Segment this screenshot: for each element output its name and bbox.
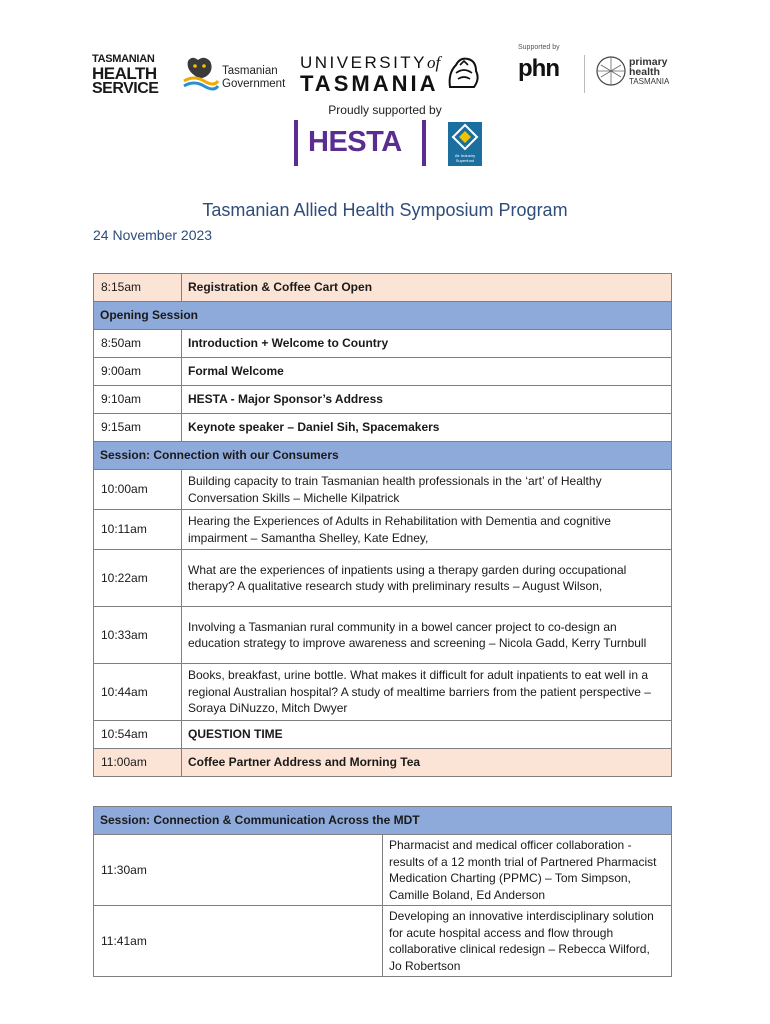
tasmanian-health-service-logo: TASMANIAN HEALTH SERVICE xyxy=(92,53,159,97)
university-of-tasmania-logo: UNIVERSITYof TASMANIA xyxy=(300,53,440,95)
session-time: 11:00am xyxy=(94,749,182,777)
event-date: 24 November 2023 xyxy=(93,227,213,243)
program-row xyxy=(94,835,672,906)
session-title: Session: Connection with our Consumers xyxy=(94,442,672,470)
session-description: Formal Welcome xyxy=(182,358,672,386)
hesta-bar-left xyxy=(294,120,298,166)
session-description: Coffee Partner Address and Morning Tea xyxy=(182,749,672,777)
session-description: QUESTION TIME xyxy=(182,721,672,749)
session-time: 9:15am xyxy=(94,414,182,442)
session-description: Introduction + Welcome to Country xyxy=(182,330,672,358)
air-industry-diamond-icon xyxy=(448,122,482,152)
program-row xyxy=(94,906,672,977)
session-time: 9:00am xyxy=(94,358,182,386)
session-description: Hearing the Experiences of Adults in Rehabilitation with Dementia and cognitive impairment – Samantha Shelley, Kate Edney, xyxy=(182,510,672,550)
session-time: 11:41am xyxy=(94,906,383,977)
session-time: 8:50am xyxy=(94,330,182,358)
program-row xyxy=(94,386,672,414)
session-time: 9:10am xyxy=(94,386,182,414)
program-table-morning xyxy=(93,273,672,777)
program-row xyxy=(94,664,672,721)
program-row xyxy=(94,510,672,550)
session-description: Involving a Tasmanian rural community in a bowel cancer project to co-design an education strategy to improve awareness and screening – Nicola Gadd, Kerry Turnbull xyxy=(182,607,672,664)
hesta-bar-right xyxy=(422,120,426,166)
highlight-row xyxy=(94,749,672,777)
session-time: 11:30am xyxy=(94,835,383,906)
phn-logo: phn xyxy=(518,55,559,82)
session-description: HESTA - Major Sponsor’s Address xyxy=(182,386,672,414)
primary-health-tasmania-icon xyxy=(595,55,627,87)
proudly-supported-by-label: Proudly supported by xyxy=(328,103,442,117)
program-row xyxy=(94,550,672,607)
page-title: Tasmanian Allied Health Symposium Program xyxy=(202,200,568,220)
primary-health-tasmania-logo: primary health TASMANIA xyxy=(595,55,627,92)
session-description: Keynote speaker – Daniel Sih, Spacemakers xyxy=(182,414,672,442)
session-header-row xyxy=(94,302,672,330)
session-description: Building capacity to train Tasmanian health professionals in the ‘art’ of Healthy Conversation Skills – Michelle Kilpatrick xyxy=(182,470,672,510)
air-industry-superfund-logo: Air Industry Superfund xyxy=(448,122,482,166)
session-time: 10:33am xyxy=(94,607,182,664)
session-description: Developing an innovative interdisciplinary solution for acute hospital access and flow through collaborative clinical redesign – Rebecca Wilford, Jo Robertson xyxy=(383,906,672,977)
tasmanian-devil-icon xyxy=(182,55,220,91)
lion-crest-icon xyxy=(446,53,482,93)
session-description: What are the experiences of inpatients using a therapy garden during occupational therapy? A qualitative research study with preliminary results – August Wilson, xyxy=(182,550,672,607)
session-description: Books, breakfast, urine bottle. What makes it difficult for adult inpatients to eat well in a regional Australian hospital? A study of mealtime barriers from the patient perspective – Soraya DiNuzzo, Mitch Dwyer xyxy=(182,664,672,721)
tasmanian-government-logo xyxy=(182,55,292,91)
session-time: 10:54am xyxy=(94,721,182,749)
program-row xyxy=(94,358,672,386)
session-time: 8:15am xyxy=(94,274,182,302)
program-row xyxy=(94,607,672,664)
sponsor-logos: TASMANIAN HEALTH SERVICE Tasmanian Government UNIVERSITYof TASMANIA Supported by phn primary health TASMANIA Proudly supported by HESTA Air Industry Superfund xyxy=(0,0,770,190)
program-table-mdt xyxy=(93,806,672,977)
session-header-row xyxy=(94,442,672,470)
supported-by-label: Supported by xyxy=(518,44,560,51)
highlight-row xyxy=(94,274,672,302)
session-time: 10:22am xyxy=(94,550,182,607)
session-description: Registration & Coffee Cart Open xyxy=(182,274,672,302)
session-description: Pharmacist and medical officer collaboration - results of a 12 month trial of Partnered Pharmacist Medication Charting (PPMC) – Tom Simpson, Camille Boland, Ed Anderson xyxy=(383,835,672,906)
tasmanian-government-text: Tasmanian Government xyxy=(222,65,286,90)
program-row xyxy=(94,721,672,749)
session-time: 10:00am xyxy=(94,470,182,510)
session-time: 10:11am xyxy=(94,510,182,550)
program-row xyxy=(94,414,672,442)
logo-divider xyxy=(584,55,585,93)
session-title: Session: Connection & Communication Across the MDT xyxy=(94,807,672,835)
program-row xyxy=(94,470,672,510)
session-header-row xyxy=(94,807,672,835)
session-time: 10:44am xyxy=(94,664,182,721)
program-row xyxy=(94,330,672,358)
session-title: Opening Session xyxy=(94,302,672,330)
